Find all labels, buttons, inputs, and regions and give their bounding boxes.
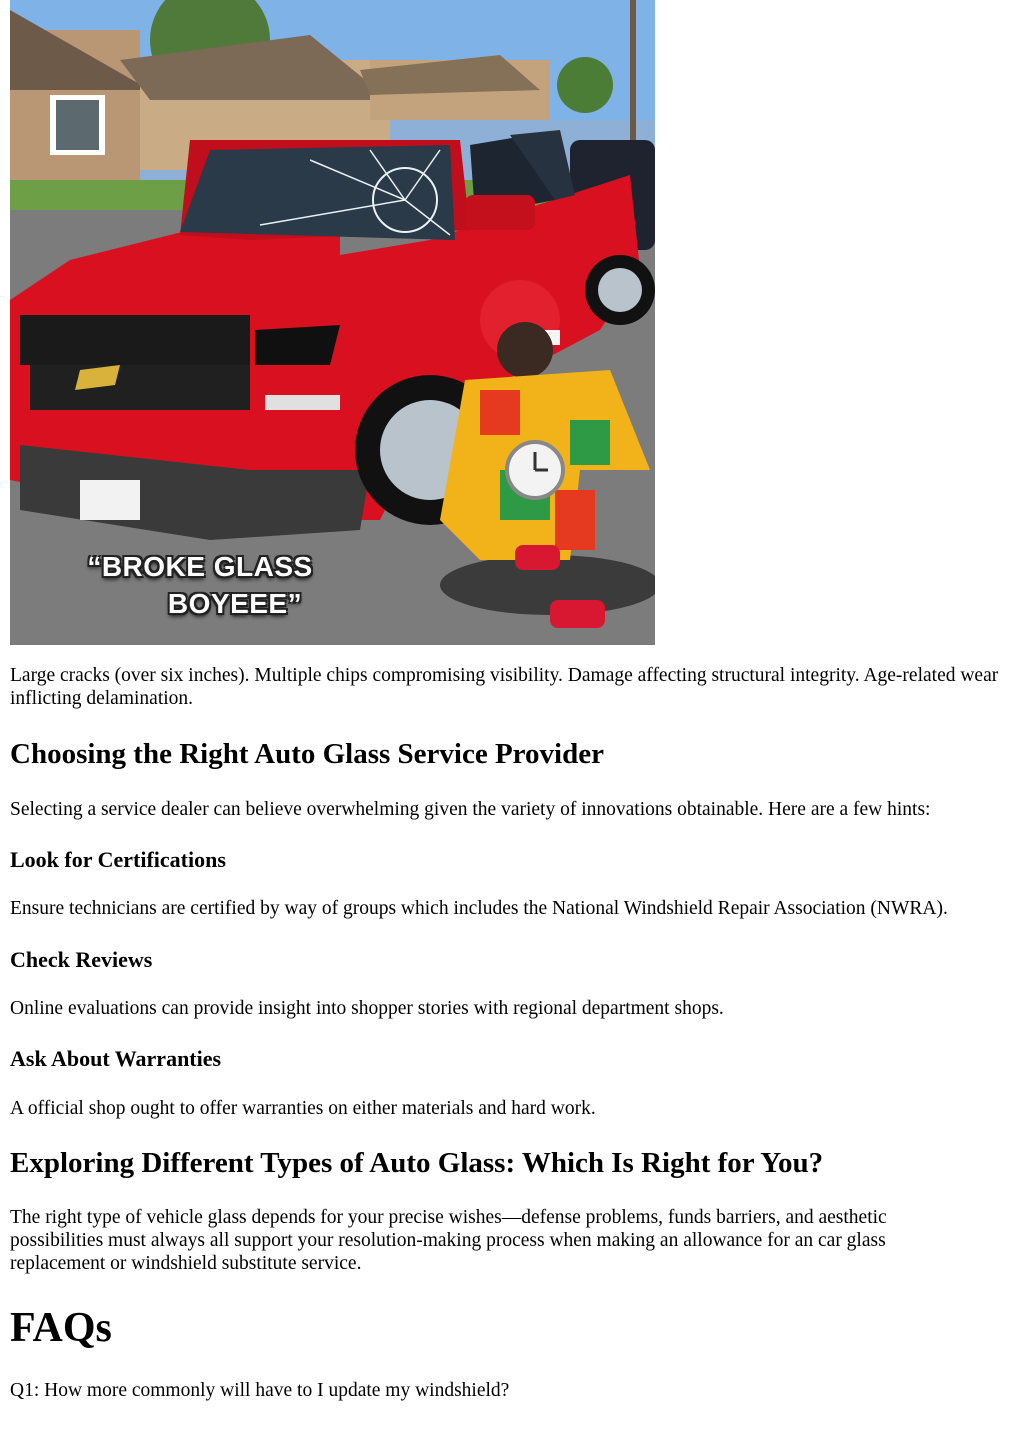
heading-warranties: Ask About Warranties: [10, 1046, 222, 1071]
paragraph-repair-limits: Large cracks (over six inches). Multiple chips compromising visibility. Damage affecting structural integrity. Age-related wear inflicting delamination.: [10, 665, 999, 709]
paragraph-glass-types: The right type of vehicle glass depends for your precise wishes—defense problems, funds barriers, and aesthetic possibilities must always all support your resolution-making process when making an allowance for an car glass replacement or windshield substitute service.: [10, 1207, 887, 1274]
hero-image: [10, 0, 655, 645]
heading-glass-types: Exploring Different Types of Auto Glass: Which Is Right for You?: [10, 1147, 824, 1179]
paragraph-reviews: Online evaluations can provide insight into shopper stories with regional department shops.: [10, 998, 724, 1019]
paragraph-certifications: Ensure technicians are certified by way of groups which includes the National Windshield Repair Association (NWRA).: [10, 898, 948, 919]
image-caption: [10, 548, 390, 622]
faq-question-1: Q1: How more commonly will have to I update my windshield?: [10, 1380, 510, 1401]
heading-certifications: Look for Certifications: [10, 847, 226, 872]
heading-faqs: FAQs: [10, 1305, 112, 1351]
caption-line-2: BOYEEE”: [167, 588, 303, 619]
caption-line-1: “BROKE GLASS: [87, 551, 313, 582]
heading-check-reviews: Check Reviews: [10, 947, 153, 972]
heading-choosing-provider: Choosing the Right Auto Glass Service Provider: [10, 738, 604, 770]
paragraph-selecting-dealer: Selecting a service dealer can believe overwhelming given the variety of innovations obtainable. Here are a few hints:: [10, 799, 931, 820]
paragraph-warranties: A official shop ought to offer warranties on either materials and hard work.: [10, 1098, 596, 1119]
